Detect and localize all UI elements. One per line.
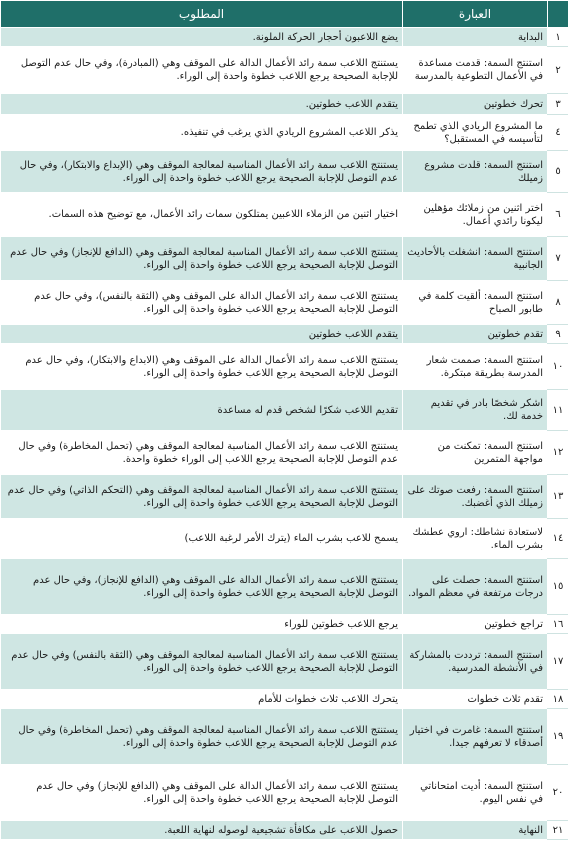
row-phrase: استنتج السمة: ألقيت كلمة في طابور الصباح	[403, 281, 548, 325]
row-phrase: استنتج السمة: صممت شعار المدرسة بطريقة مبتكرة.	[403, 344, 548, 390]
row-phrase: استنتج السمة: أديت امتحاناتي في نفس اليوم.	[403, 765, 548, 821]
table-row	[1, 475, 568, 519]
row-phrase: تقدم ثلاث خطوات	[403, 690, 548, 709]
table-row	[1, 28, 568, 47]
row-phrase: اشكر شخصًا بادر في تقديم خدمة لك.	[403, 390, 548, 431]
header-required: المطلوب	[1, 1, 403, 28]
row-required: اختيار اثنين من الزملاء اللاعبين يمتلكون سمات رائد الأعمال، مع توضيح هذه السمات.	[1, 193, 403, 237]
row-number: ١١	[548, 390, 568, 431]
row-required: يذكر اللاعب المشروع الريادي الذي يرغب في تنفيذه.	[1, 115, 403, 151]
row-phrase: استنتج السمة: قلدت مشروع زميلك	[403, 151, 548, 193]
header-phrase: العبارة	[403, 1, 548, 28]
row-number: ١٠	[548, 344, 568, 390]
table-row	[1, 281, 568, 325]
table-row	[1, 765, 568, 821]
table-row	[1, 615, 568, 634]
row-phrase: استنتج السمة: ترددت بالمشاركة في الأنشطة المدرسية.	[403, 634, 548, 690]
row-phrase: تحرك خطوتين	[403, 94, 548, 115]
table-row	[1, 431, 568, 475]
row-phrase: النهاية	[403, 821, 548, 840]
table-row	[1, 115, 568, 151]
row-phrase: استنتج السمة: رفعت صوتك على زميلك الذي أغضبك.	[403, 475, 548, 519]
row-phrase: ما المشروع الريادي الذي تطمح لتأسيسه في المستقبل؟	[403, 115, 548, 151]
row-number: ٤	[548, 115, 568, 151]
row-phrase: البداية	[403, 28, 548, 47]
row-number: ١٣	[548, 475, 568, 519]
row-phrase: لاستعادة نشاطك: اروي عطشك بشرب الماء.	[403, 519, 548, 559]
row-required: يستنتج اللاعب سمة رائد الأعمال الدالة على الموقف وهي (الابداع والابتكار)، وفي حال عدم التوصل للإجابة الصحيحة يرجع اللاعب خطوة واحدة إلى الوراء.	[1, 344, 403, 390]
row-required: يستنتج اللاعب سمة رائد الأعمال المناسبة لمعالجة الموقف وهي (الثقة بالنفس) وفي حال عدم التوصل للإجابة الصحيحة يرجع اللاعب خطوة واحدة إلى الوراء.	[1, 634, 403, 690]
row-number: ١٥	[548, 559, 568, 615]
row-number: ٩	[548, 325, 568, 344]
row-phrase: اختر اثنين من زملائك مؤهلين ليكونا رائدي أعمال.	[403, 193, 548, 237]
row-number: ١٩	[548, 709, 568, 765]
row-required: يسمح للاعب بشرب الماء (يترك الأمر لرغبة اللاعب)	[1, 519, 403, 559]
row-required: يستنتج اللاعب سمة رائد الأعمال المناسبة لمعالجة الموقف وهي (التحكم الذاتي) وفي حال عدم التوصل للإجابة الصحيحة يرجع اللاعب خطوة واحدة إلى الوراء.	[1, 475, 403, 519]
row-number: ١	[548, 28, 568, 47]
table-row	[1, 390, 568, 431]
table-row	[1, 94, 568, 115]
table-row	[1, 325, 568, 344]
row-phrase: تقدم خطوتين	[403, 325, 548, 344]
header-number	[548, 1, 568, 28]
table-row	[1, 47, 568, 94]
row-phrase: استنتج السمة: حصلت على درجات مرتفعة في معظم المواد.	[403, 559, 548, 615]
row-phrase: تراجع خطوتين	[403, 615, 548, 634]
table-row	[1, 634, 568, 690]
row-number: ٦	[548, 193, 568, 237]
row-required: يتقدم اللاعب خطوتين	[1, 325, 403, 344]
row-number: ١٦	[548, 615, 568, 634]
row-required: يستنتج اللاعب سمة رائد الأعمال المناسبة لمعالجة الموقف وهي (الإبداع والابتكار)، وفي حال عدم التوصل للإجابة الصحيحة يرجع اللاعب خطوة واحدة إلى الوراء.	[1, 151, 403, 193]
row-required: يستنتج اللاعب سمة رائد الأعمال الدالة على الموقف وهي (الدافع للإنجاز)، وفي حال عدم التوصل للإجابة الصحيحة يرجع اللاعب خطوة واحدة إلى الوراء.	[1, 559, 403, 615]
table-row	[1, 151, 568, 193]
row-required: يتحرك اللاعب ثلاث خطوات للأمام	[1, 690, 403, 709]
row-phrase: استنتج السمة: غامرت في اختيار أصدقاء لا تعرفهم جيدا.	[403, 709, 548, 765]
row-number: ٥	[548, 151, 568, 193]
row-required: تقديم اللاعب شكرًا لشخص قدم له مساعدة	[1, 390, 403, 431]
row-number: ١٧	[548, 634, 568, 690]
row-number: ٣	[548, 94, 568, 115]
row-required: يتقدم اللاعب خطوتين.	[1, 94, 403, 115]
table-row	[1, 519, 568, 559]
row-phrase: استنتج السمة: قدمت مساعدة في الأعمال التطوعية بالمدرسة	[403, 47, 548, 94]
table-row	[1, 193, 568, 237]
table-row	[1, 821, 568, 840]
row-required: يستنتج اللاعب سمة رائد الأعمال المناسبة لمعالجة الموقف وهي (تحمل المخاطرة) وفي حال عدم التوصل للإجابة الصحيحة يرجع اللاعب خطوة واحدة إلى الوراء.	[1, 709, 403, 765]
row-required: يضع اللاعبون أحجار الحركة الملونة.	[1, 28, 403, 47]
table-header-row	[1, 1, 568, 28]
row-number: ٧	[548, 237, 568, 281]
row-required: يستنتج اللاعب سمة رائد الأعمال المناسبة لمعالجة الموقف وهي (الدافع للإنجاز) وفي حال عدم التوصل للإجابة الصحيحة يرجع اللاعب خطوة واحدة إلى الوراء.	[1, 237, 403, 281]
row-number: ٨	[548, 281, 568, 325]
row-number: ٢	[548, 47, 568, 94]
table-row	[1, 237, 568, 281]
row-number: ١٢	[548, 431, 568, 475]
table-row	[1, 559, 568, 615]
row-required: حصول اللاعب على مكافأة تشجيعية لوصوله لنهاية اللعبة.	[1, 821, 403, 840]
table-row	[1, 709, 568, 765]
table-row	[1, 690, 568, 709]
row-required: يستنتج اللاعب سمة رائد الأعمال الدالة على الموقف وهي (الثقة بالنفس)، وفي حال عدم التوصل للإجابة الصحيحة يرجع اللاعب خطوة واحدة إلى الوراء.	[1, 281, 403, 325]
row-required: يستنتج اللاعب سمة رائد الأعمال الدالة على الموقف وهي (الدافع للإنجاز) وفي حال عدم التوصل للإجابة الصحيحة يرجع اللاعب خطوة واحدة إلى الوراء.	[1, 765, 403, 821]
row-phrase: استنتج السمة: تمكنت من مواجهة المتمرين	[403, 431, 548, 475]
row-required: يرجع اللاعب خطوتين للوراء	[1, 615, 403, 634]
row-required: يستنتج اللاعب سمة رائد الأعمال الدالة على الموقف وهي (المبادرة)، وفي حال عدم التوصل للإجابة الصحيحة يرجع اللاعب خطوة واحدة إلى الوراء.	[1, 47, 403, 94]
row-required: يستنتج اللاعب سمة رائد الأعمال المناسبة لمعالجة الموقف وهي (تحمل المخاطرة) وفي حال عدم التوصل للإجابة الصحيحة يرجع اللاعب إلى الوراء خطوة واحدة.	[1, 431, 403, 475]
row-number: ٢١	[548, 821, 568, 840]
table-body	[1, 28, 568, 840]
row-number: ٢٠	[548, 765, 568, 821]
table-row	[1, 344, 568, 390]
row-number: ١٨	[548, 690, 568, 709]
row-phrase: استنتج السمة: انشغلت بالأحاديث الجانبية	[403, 237, 548, 281]
row-number: ١٤	[548, 519, 568, 559]
